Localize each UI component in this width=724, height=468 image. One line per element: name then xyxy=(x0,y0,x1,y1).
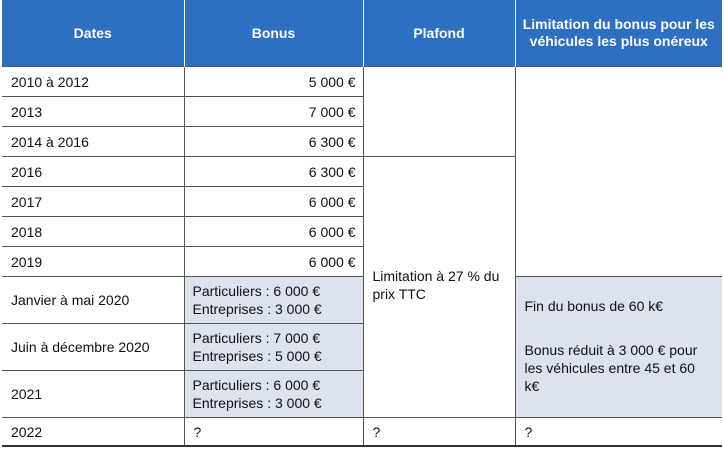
table-row xyxy=(2,67,722,97)
bonus-cell: 6 000 € xyxy=(184,217,363,247)
plafond-cell: ? xyxy=(363,418,515,447)
bonus-cell: ? xyxy=(184,418,363,447)
limitation-spacer xyxy=(525,315,714,341)
date-cell: Janvier à mai 2020 xyxy=(2,277,184,324)
date-cell: 2021 xyxy=(2,371,184,418)
date-cell: 2018 xyxy=(2,217,184,247)
bonus-entreprises: Entreprises : 5 000 € xyxy=(192,348,322,364)
bonus-cell: 6 000 € xyxy=(184,187,363,217)
date-cell: 2016 xyxy=(2,157,184,187)
bonus-cell: 6 000 € xyxy=(184,247,363,277)
table-row xyxy=(2,277,722,324)
header-bonus: Bonus xyxy=(184,0,363,67)
header-limitation: Limitation du bonus pour les véhicules les plus onéreux xyxy=(515,0,722,67)
plafond-cell: Limitation à 27 % du prix TTC xyxy=(363,157,515,418)
plafond-empty-cell xyxy=(363,67,515,157)
bonus-particuliers: Particuliers : 6 000 € xyxy=(192,283,321,299)
bonus-cell: 6 300 € xyxy=(184,127,363,157)
date-cell: 2013 xyxy=(2,97,184,127)
table-row xyxy=(2,418,722,447)
bonus-particuliers: Particuliers : 7 000 € xyxy=(192,330,321,346)
header-dates: Dates xyxy=(2,0,184,67)
date-cell: 2014 à 2016 xyxy=(2,127,184,157)
header-row xyxy=(2,0,722,67)
bonus-cell: 7 000 € xyxy=(184,97,363,127)
bonus-particuliers: Particuliers : 6 000 € xyxy=(192,377,321,393)
bonus-split-cell xyxy=(184,277,363,324)
date-cell: 2022 xyxy=(2,418,184,447)
date-cell: 2019 xyxy=(2,247,184,277)
date-cell: 2017 xyxy=(2,187,184,217)
bonus-cell: 6 300 € xyxy=(184,157,363,187)
bonus-table xyxy=(2,0,722,447)
bonus-split-cell xyxy=(184,324,363,371)
limitation-cell xyxy=(515,277,722,418)
bonus-split-cell xyxy=(184,371,363,418)
limitation-empty-cell xyxy=(515,67,722,277)
limitation-cell: ? xyxy=(515,418,722,447)
date-cell: 2010 à 2012 xyxy=(2,67,184,97)
header-plafond: Plafond xyxy=(363,0,515,67)
date-cell: Juin à décembre 2020 xyxy=(2,324,184,371)
bonus-entreprises: Entreprises : 3 000 € xyxy=(192,395,322,411)
bonus-cell: 5 000 € xyxy=(184,67,363,97)
limitation-text-1: Fin du bonus de 60 k€ xyxy=(524,298,664,314)
bonus-entreprises: Entreprises : 3 000 € xyxy=(192,301,322,317)
limitation-text-2: Bonus réduit à 3 000 € pour les véhicules entre 45 et 60 k€ xyxy=(524,342,698,394)
